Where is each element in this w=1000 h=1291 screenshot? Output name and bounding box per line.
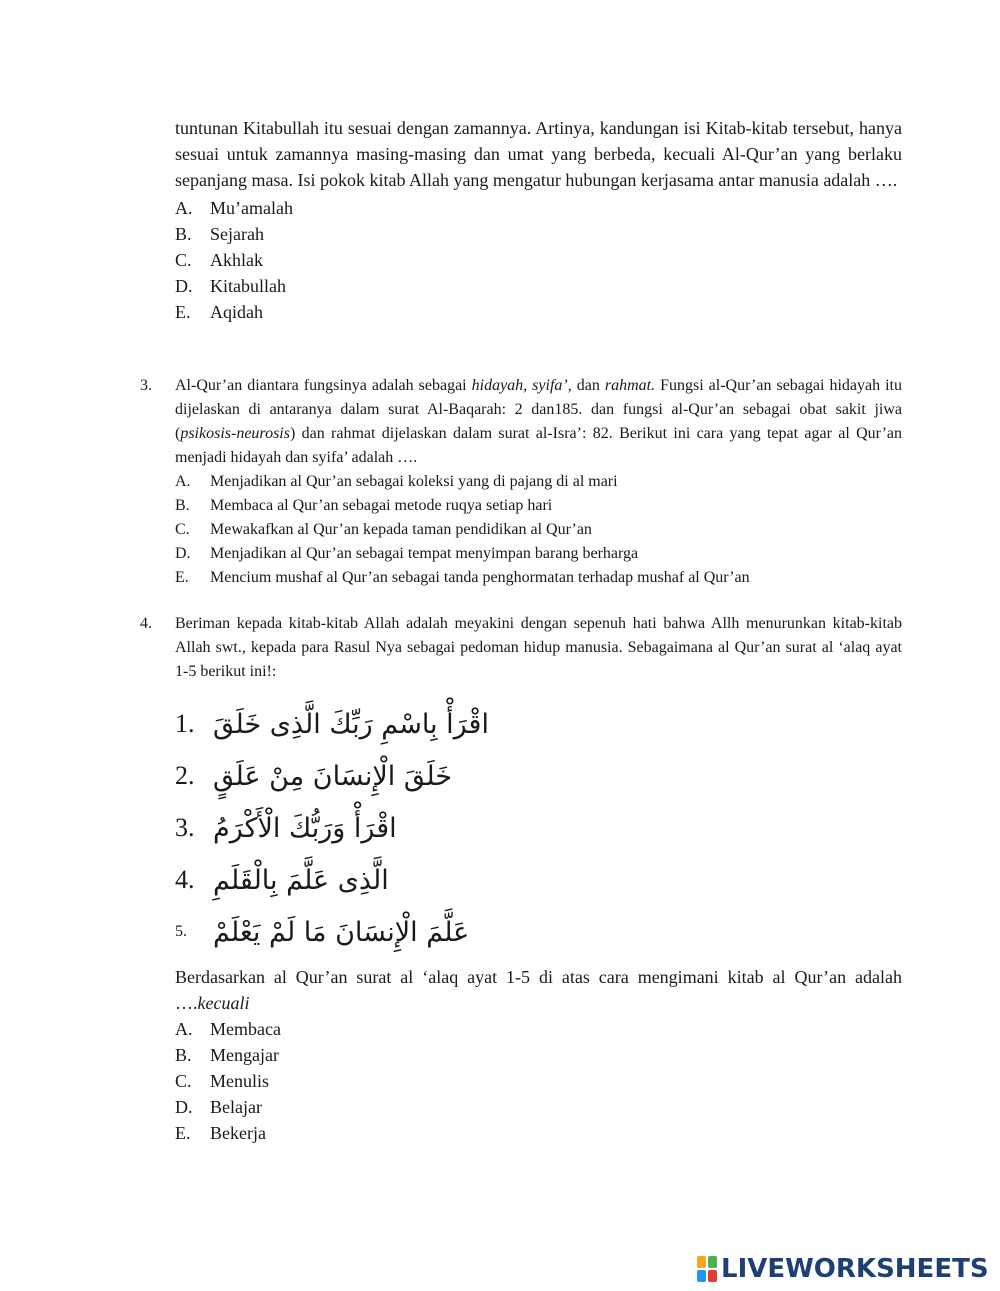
- verse-number: 3.: [175, 813, 195, 842]
- question-2-text: tuntunan Kitabullah itu sesuai dengan zamannya. Artinya, kandungan isi Kitab-kitab tersebut, hanya sesuai untuk zamannya masing-masing dan umat yang berbeda, kecuali Al-Qur’an yang berlaku sepanjang masa. Isi pokok kitab Allah yang mengatur hubungan kerjasama antar manusia adalah ….: [175, 118, 902, 190]
- option-letter: C.: [175, 521, 190, 538]
- question-4-options: [175, 1016, 902, 1146]
- option-a[interactable]: [175, 195, 902, 221]
- question-4: [175, 612, 902, 1146]
- verse-5: [175, 906, 902, 958]
- option-letter: C.: [175, 250, 192, 270]
- option-letter: D.: [175, 1097, 193, 1117]
- logo-square: [708, 1256, 717, 1268]
- verse-arabic: الَّذِى عَلَّمَ بِالْقَلَمِ: [213, 864, 389, 896]
- option-d[interactable]: [175, 273, 902, 299]
- question-3-text-part: Al-Qur’an diantara fungsinya adalah sebagai: [175, 377, 472, 394]
- question-2: [175, 115, 902, 325]
- option-letter: B.: [175, 497, 190, 514]
- verse-arabic: عَلَّمَ الْإِنسَانَ مَا لَمْ يَعْلَمْ: [213, 916, 470, 948]
- option-text: Bekerja: [210, 1123, 266, 1143]
- question-3-italic: psikosis-neurosis: [180, 425, 290, 442]
- question-3-text: [175, 374, 902, 470]
- verse-arabic: اقْرَأْ وَرَبُّكَ الْأَكْرَمُ: [213, 812, 397, 844]
- followup-italic: kecuali: [197, 993, 250, 1013]
- option-letter: B.: [175, 1045, 192, 1065]
- option-letter: E.: [175, 302, 191, 322]
- option-letter: E.: [175, 569, 189, 586]
- verse-list: [175, 698, 902, 958]
- verse-2: [175, 750, 902, 802]
- logo-square: [697, 1270, 706, 1282]
- verse-1: [175, 698, 902, 750]
- option-b[interactable]: [175, 1042, 902, 1068]
- question-3-text-part: Fungsi al-Qur’an sebagai hidayah itu dijelaskan di antaranya dalam surat Al-Baqarah: 2 dan185. dan fungsi al-Qur’an sebagai obat sakit jiwa (: [175, 377, 902, 442]
- option-text: Akhlak: [210, 250, 263, 270]
- verse-arabic: خَلَقَ الْإِنسَانَ مِنْ عَلَقٍ: [213, 760, 453, 792]
- verse-number: 4.: [175, 865, 195, 894]
- option-c[interactable]: [175, 247, 902, 273]
- option-a[interactable]: [175, 1016, 902, 1042]
- question-3-italic: rahmat.: [604, 377, 656, 394]
- option-text: Sejarah: [210, 224, 264, 244]
- question-2-options: [175, 195, 902, 325]
- verse-number: 5.: [175, 923, 187, 940]
- option-text: Membaca al Qur’an sebagai metode ruqya setiap hari: [210, 497, 553, 514]
- option-text: Mencium mushaf al Qur’an sebagai tanda penghormatan terhadap mushaf al Qur’an: [210, 569, 750, 586]
- option-d[interactable]: [175, 542, 902, 566]
- option-text: Menjadikan al Qur’an sebagai tempat menyimpan barang berharga: [210, 545, 639, 562]
- option-d[interactable]: [175, 1094, 902, 1120]
- logo-text: LIVEWORKSHEETS: [721, 1254, 989, 1284]
- question-3-number: 3.: [140, 377, 152, 394]
- option-text: Menulis: [210, 1071, 270, 1091]
- verse-number: 2.: [175, 761, 195, 790]
- option-letter: E.: [175, 1123, 191, 1143]
- option-c[interactable]: [175, 1068, 902, 1094]
- option-text: Mewakafkan al Qur’an kepada taman pendidikan al Qur’an: [210, 521, 592, 538]
- question-3-text-part: dan: [571, 377, 605, 394]
- verse-number: 1.: [175, 709, 195, 738]
- question-4-number: 4.: [140, 615, 152, 632]
- question-3-options: [175, 470, 902, 590]
- question-4-followup: [175, 964, 902, 1016]
- liveworksheets-logo-icon: [697, 1256, 717, 1282]
- option-letter: D.: [175, 276, 193, 296]
- logo-square: [697, 1256, 706, 1268]
- option-e[interactable]: [175, 299, 902, 325]
- option-b[interactable]: [175, 494, 902, 518]
- option-c[interactable]: [175, 518, 902, 542]
- logo-square: [708, 1270, 717, 1282]
- option-text: Menjadikan al Qur’an sebagai koleksi yang di pajang di al mari: [210, 473, 618, 490]
- option-e[interactable]: [175, 566, 902, 590]
- option-text: Mengajar: [210, 1045, 279, 1065]
- option-letter: B.: [175, 224, 192, 244]
- option-text: Kitabullah: [210, 276, 286, 296]
- verse-arabic: اقْرَأْ بِاسْمِ رَبِّكَ الَّذِى خَلَقَ: [213, 708, 489, 740]
- option-letter: D.: [175, 545, 191, 562]
- verse-3: [175, 802, 902, 854]
- liveworksheets-logo[interactable]: [697, 1254, 989, 1284]
- option-a[interactable]: [175, 470, 902, 494]
- option-letter: A.: [175, 473, 191, 490]
- option-letter: A.: [175, 1019, 193, 1039]
- question-3-italic: hidayah, syifa’,: [471, 377, 572, 394]
- question-3-text-part: ) dan rahmat dijelaskan dalam surat al-Isra’: 82. Berikut ini cara yang tepat agar al Qur’an menjadi hidayah dan syifa’ adalah ….: [175, 425, 902, 466]
- option-letter: A.: [175, 198, 193, 218]
- option-text: Membaca: [210, 1019, 281, 1039]
- option-text: Belajar: [210, 1097, 262, 1117]
- question-3: [175, 374, 902, 590]
- option-text: Mu’amalah: [210, 198, 293, 218]
- verse-4: [175, 854, 902, 906]
- option-letter: C.: [175, 1071, 192, 1091]
- option-b[interactable]: [175, 221, 902, 247]
- followup-text: Berdasarkan al Qur’an surat al ‘alaq ayat 1-5 di atas cara mengimani kitab al Qur’an adalah ….: [175, 967, 902, 1013]
- option-text: Aqidah: [210, 302, 263, 322]
- question-4-text: Beriman kepada kitab-kitab Allah adalah meyakini dengan sepenuh hati bahwa Allh menurunkan kitab-kitab Allah swt., kepada para Rasul Nya sebagai pedoman hidup manusia. Sebagaimana al Qur’an surat al ‘alaq ayat 1-5 berikut ini!:: [175, 615, 902, 680]
- option-e[interactable]: [175, 1120, 902, 1146]
